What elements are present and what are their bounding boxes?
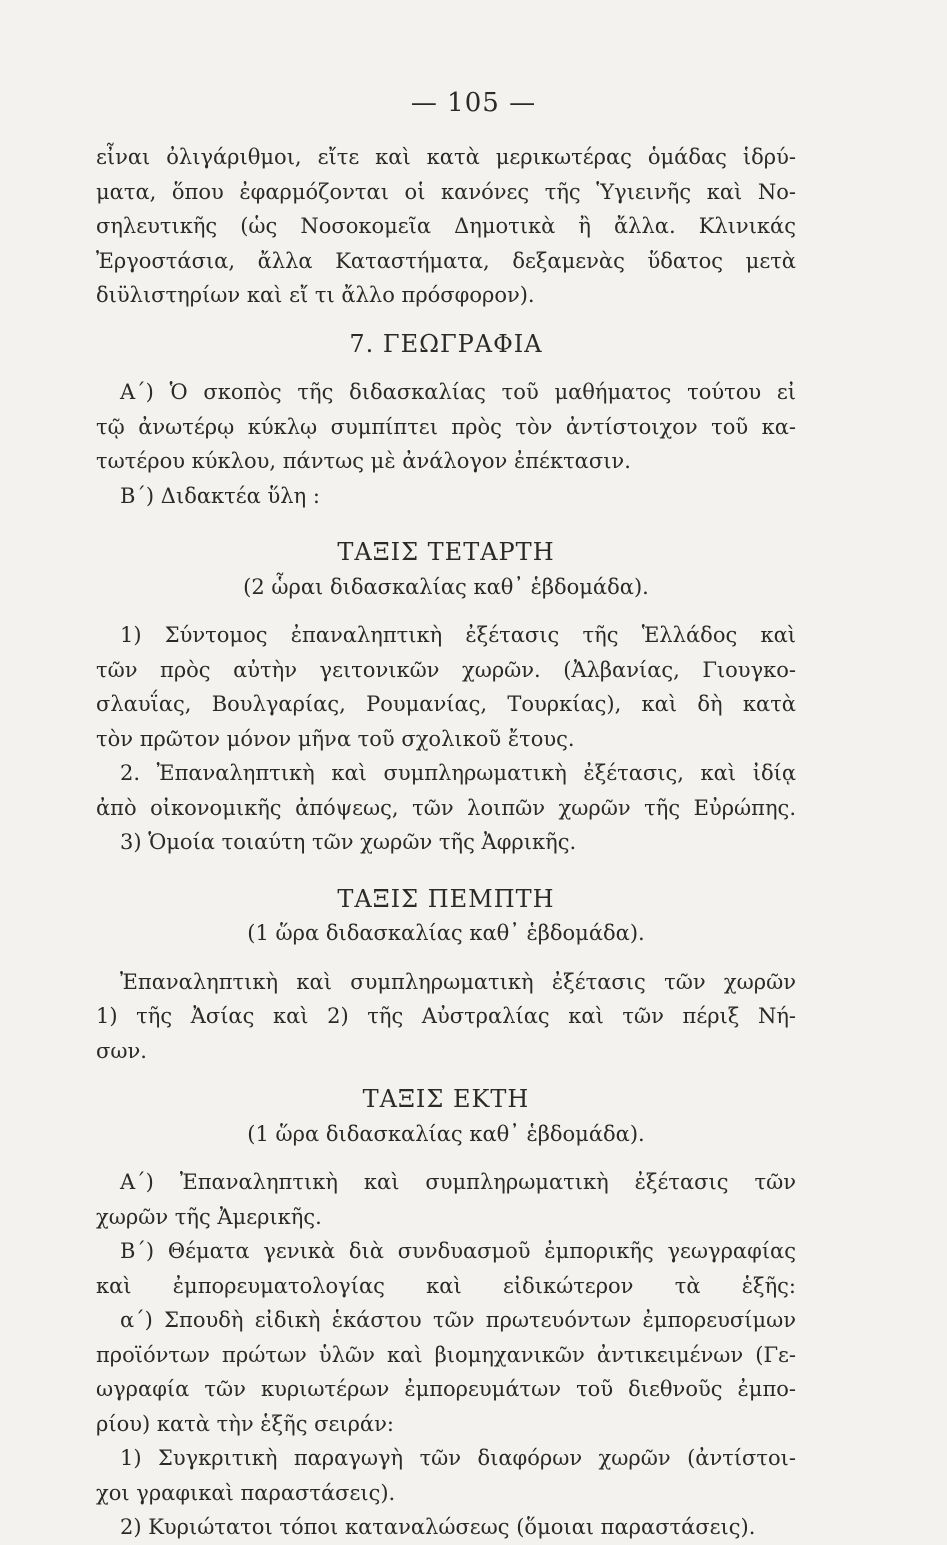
page-body <box>96 140 796 1545</box>
text-line: 1) Συγκριτικὴ παραγωγὴ τῶν διαφόρων χωρῶν (ἀντίστοι- <box>120 1446 796 1470</box>
text-line: σλαυΐας, Βουλγαρίας, Ρουμανίας, Τουρκίας), καὶ δὴ κατὰ <box>96 692 796 716</box>
class-six-hours: (1 ὥρα διδασκαλίας καθ᾽ ἑβδομάδα). <box>247 1121 645 1146</box>
text-line: χοι γραφικαὶ παραστάσεις). <box>96 1480 396 1505</box>
page-number: — 105 — <box>410 88 537 118</box>
text-line: ωγραφία τῶν κυριωτέρων ἐμπορευμάτων τοῦ διεθνοῦς ἐμπο- <box>96 1377 796 1401</box>
text-line: εἶναι ὀλιγάριθμοι, εἴτε καὶ κατὰ μερικωτέρας ὁμάδας ἱδρύ- <box>96 145 796 169</box>
text-line: ρίου) κατὰ τὴν ἑξῆς σειράν: <box>96 1411 394 1436</box>
text-line: τωτέρου κύκλου, πάντως μὲ ἀνάλογον ἐπέκτασιν. <box>96 449 631 473</box>
text-line: τῶν πρὸς αὐτὴν γειτονικῶν χωρῶν. (Ἀλβανίας, Γιουγκο- <box>96 657 796 682</box>
text-line: 2. Ἐπαναληπτικὴ καὶ συμπληρωματικὴ ἐξέτασις, καὶ ἰδίᾳ <box>120 761 796 785</box>
text-line: 3) Ὁμοία τοιαύτη τῶν χωρῶν τῆς Ἀφρικῆς. <box>120 830 577 854</box>
text-line: τὸν πρῶτον μόνον μῆνα τοῦ σχολικοῦ ἔτους. <box>96 726 575 751</box>
text-line: χωρῶν τῆς Ἀμερικῆς. <box>96 1204 322 1229</box>
text-line: Ἐπαναληπτικὴ καὶ συμπληρωματικὴ ἐξέτασις τῶν χωρῶν <box>120 969 796 994</box>
text-line: ἀπὸ οἰκονομικῆς ἀπόψεως, τῶν λοιπῶν χωρῶν τῆς Εὐρώπης. <box>96 795 796 820</box>
text-line: 2) Κυριώτατοι τόποι καταναλώσεως (ὅμοιαι παραστάσεις). <box>120 1515 756 1539</box>
section-title: 7. ΓΕΩΓΡΑΦΙΑ <box>349 329 543 358</box>
text-line: Β΄) Θέματα γενικὰ διὰ συνδυασμοῦ ἐμπορικῆς γεωγραφίας <box>120 1239 796 1263</box>
text-line: Β΄) Διδακτέα ὕλη : <box>120 483 320 508</box>
class-six-title: ΤΑΞΙΣ ΕΚΤΗ <box>362 1085 530 1113</box>
class-four-title: ΤΑΞΙΣ ΤΕΤΑΡΤΗ <box>337 538 555 566</box>
text-line: τῷ ἀνωτέρῳ κύκλῳ συμπίπτει πρὸς τὸν ἀντίστοιχον τοῦ κα- <box>96 414 796 439</box>
text-line: προϊόντων πρώτων ὑλῶν καὶ βιομηχανικῶν ἀντικειμένων (Γε- <box>96 1342 796 1367</box>
text-line: α΄) Σπουδὴ εἰδικὴ ἑκάστου τῶν πρωτευόντων ἐμπορευσίμων <box>120 1308 796 1332</box>
text-line: ματα, ὅπου ἐφαρμόζονται οἱ κανόνες τῆς Ὑγιεινῆς καὶ Νο- <box>96 179 796 204</box>
text-line: σων. <box>96 1038 147 1063</box>
text-line: σηλευτικῆς (ὡς Νοσοκομεῖα Δημοτικὰ ἢ ἄλλα. Κλινικάς <box>96 214 796 238</box>
text-line: Α΄) Ὁ σκοπὸς τῆς διδασκαλίας τοῦ μαθήματος τούτου εἰ <box>120 380 796 404</box>
text-line: 1) Σύντομος ἐπαναληπτικὴ ἐξέτασις τῆς Ἑλλάδος καὶ <box>120 623 796 647</box>
class-five-hours: (1 ὥρα διδασκαλίας καθ᾽ ἑβδομάδα). <box>247 921 645 945</box>
text-line: διϋλιστηρίων καὶ εἴ τι ἄλλο πρόσφορον). <box>96 283 535 307</box>
text-line: καὶ ἐμπορευματολογίας καὶ εἰδικώτερον τὰ ἑξῆς: <box>96 1273 796 1298</box>
text-line: Α΄) Ἐπαναληπτικὴ καὶ συμπληρωματικὴ ἐξέτασις τῶν <box>120 1170 796 1194</box>
text-line: Ἐργοστάσια, ἄλλα Καταστήματα, δεξαμενὰς ὕδατος μετὰ <box>96 248 796 273</box>
class-four-hours: (2 ὧραι διδασκαλίας καθ᾽ ἑβδομάδα). <box>243 574 649 599</box>
class-five-title: ΤΑΞΙΣ ΠΕΜΠΤΗ <box>337 884 555 913</box>
text-line: 1) τῆς Ἀσίας καὶ 2) τῆς Αὐστραλίας καὶ τῶν πέριξ Νή- <box>96 1004 796 1028</box>
